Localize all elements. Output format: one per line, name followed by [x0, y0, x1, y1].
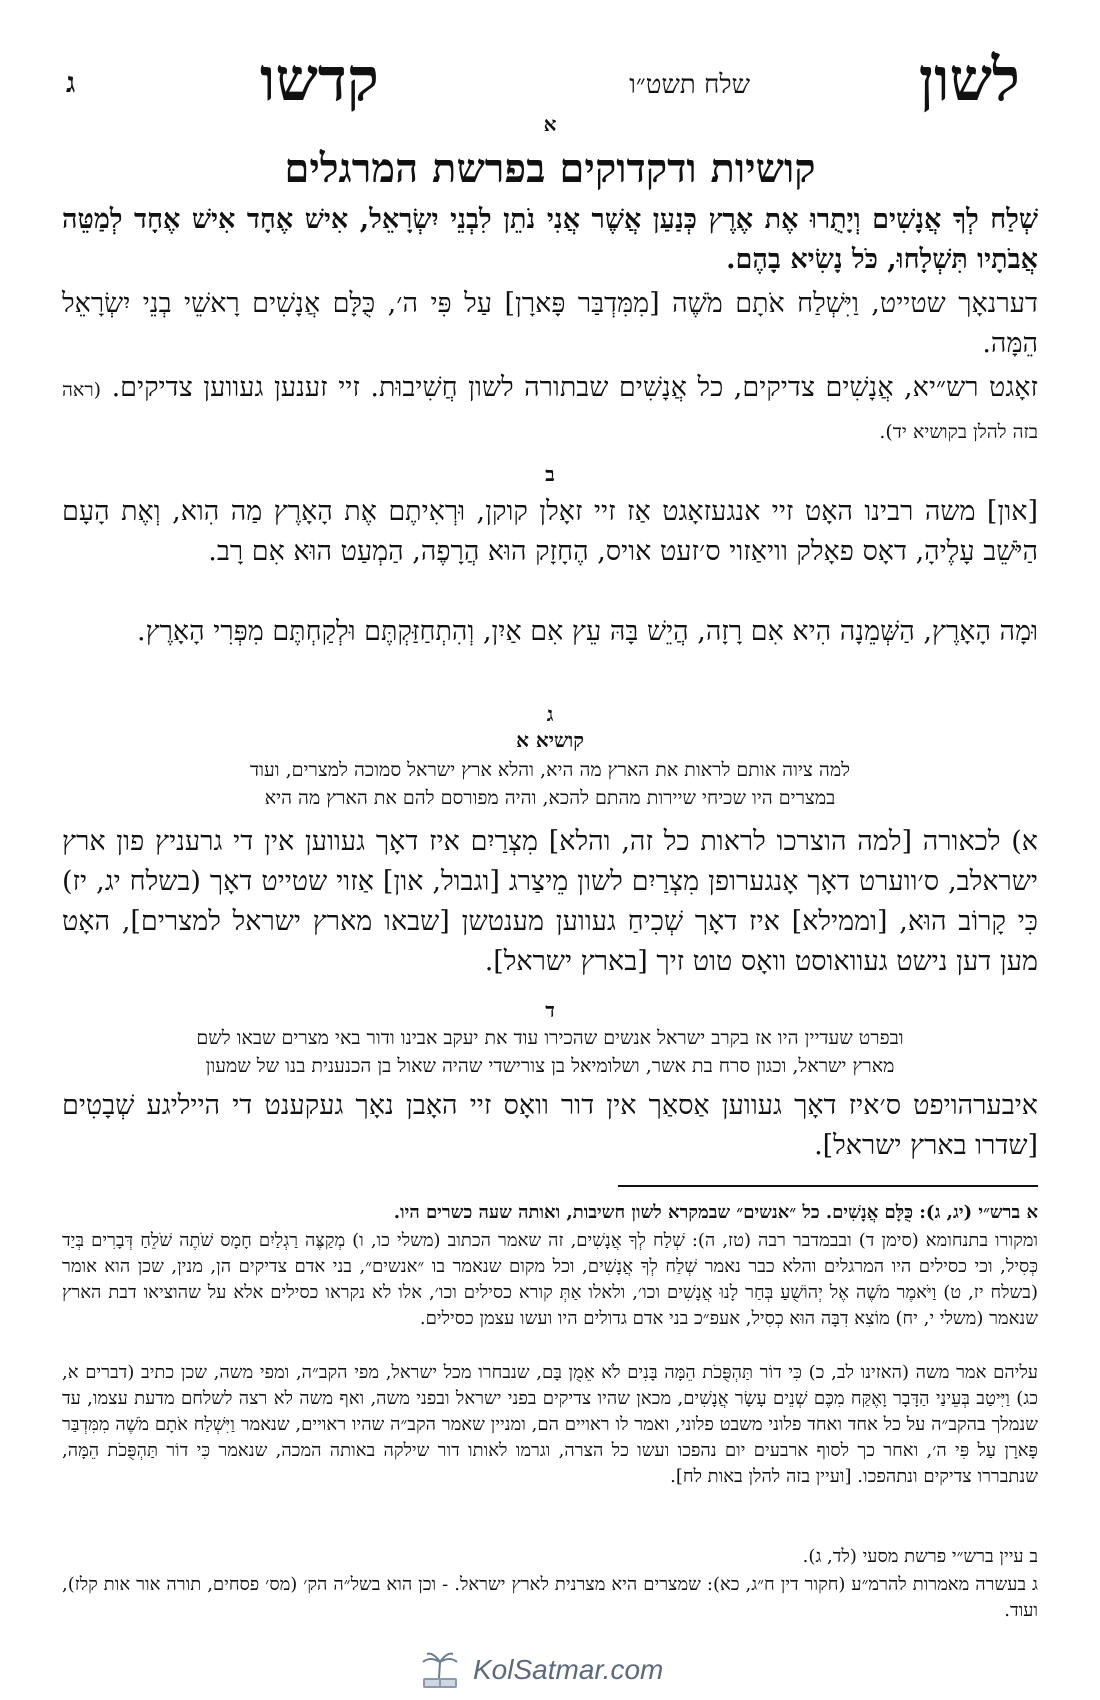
paragraph-2: דערנאָך שטייט, וַיִּשְׁלַח אֹתָם מֹשֶׁה [מִמִּדְבַּר פָּארָן] עַל פִּי ה׳, כֻּלָּם אֲנָשִׁים רָאשֵׁי בְנֵי יִשְׂרָאֵל הֵמָּה.	[62, 288, 1038, 359]
footnote-divider	[618, 1185, 1038, 1187]
page-number: ג	[66, 66, 76, 99]
footnote-a-continuation: עליהם אמר משה (האזינו לב, כ) כִּי דוֹר תַּהְפֻּכֹת הֵמָּה בָּנִים לֹא אֵמֻן בָּם, שנבחרו מכל ישראל, מפי הקב״ה, ומפי משה, שכן כתיב (דברים א, כג) וַיִּיטַב בְּעֵינַי הַדָּבָר וָאֶקַּח מִכֶּם שְׁנֵים עָשָׂר אֲנָשִׁים, מכאן שהיו צדיקים בפני ישראל ובפני משה, ואף משה לא רצה לשלחם מדעת עצמו, עד שנמלך בהקב״ה על כל אחד ואחד פלוני משבט פלוני, ואמר לו ראויים הם, ומניין שאמר הקב״ה שהיו ראויים, שנאמר וַיִּשְׁלַח אֹתָם מֹשֶׁה מִמִּדְבַּר פָּארָן עַל פִּי ה׳, ואחר כך לסוף ארבעים יום נהפכו ועשו כל הצרה, וגרמו לאותו דור שילקה באותה המכה, שנאמר כִּי דוֹר תַּהְפֻּכֹת הֵמָּה, שנתבררו צדיקים ונתהפכו. [ועיין בזה להלן באות לח].	[62, 1362, 1038, 1487]
logo-text: KolSatmar.com	[473, 1654, 664, 1685]
d-line-1: ובפרט שעדיין היו אז בקרב ישראל אנשים שהכירו עוד את יעקב אבינו ודור באי מצרים שבאו לשם	[196, 1027, 904, 1049]
paragraph-3-text: זאָגט רש״יא, אֲנָשִׁים צדיקים, כל אֲנָשִׁים שבתורה לשון חֲשִׁיבוּת. זיי זענען געווען צדיקים.	[111, 372, 1038, 403]
page-header	[60, 45, 1040, 118]
kushya-line-1: למה ציוה אותם לראות את הארץ מה היא, והלא ארץ ישראל סמוכה למצרים, ועוד	[249, 759, 851, 781]
kushya-line-2: במצרים היו שכיחי שיירות מהתם להכא, והיה מפורסם להם את הארץ מה היא	[264, 787, 836, 809]
page-title: קושיות ודקדוקים בפרשת המרגלים	[284, 145, 816, 192]
section-letter-d: ד	[545, 998, 555, 1022]
d-line-2: מארץ ישראל, וכגון סרח בת אשר, ושלומיאל בן צורישדי שהיה שאול בן הכנענית בנו של שמעון	[205, 1055, 895, 1077]
footnote-g: ג בעשרה מאמרות להרמ״ע (חקור דין ח״ג, כא): שמצרים היא מצרנית לארץ ישראל. - וכן הוא בשל״ה הק׳ (מס׳ פסחים, תורה אור אות קלז), ועוד.	[62, 1574, 1038, 1621]
footnote-b: ב עיין ברש״י פרשת מסעי (לד, ג).	[802, 1546, 1038, 1567]
section-letter-g: ג	[546, 702, 554, 726]
verse-paragraph-1: שְׁלַח לְךָ אֲנָשִׁים וְיָתֻרוּ אֶת אֶרֶץ כְּנַעַן אֲשֶׁר אֲנִי נֹתֵן לִבְנֵי יִשְׂרָאֵל, אִישׁ אֶחָד אִישׁ אֶחָד לְמַטֵּה אֲבֹתָיו תִּשְׁלָחוּ, כֹּל נָשִׂיא בָהֶם.	[62, 204, 1038, 275]
site-logo[interactable]	[415, 1650, 695, 1690]
section-letter-a: א	[543, 112, 557, 136]
kushya-label: קושיא א	[516, 728, 584, 752]
header-word-kodsho: קדשו	[260, 45, 379, 115]
header-parsha: שלח תשט״ו	[629, 70, 750, 100]
section-letter-b: ב	[545, 462, 555, 486]
paragraph-3-ref: (ראה בזה להלן בקושיא יד).	[62, 379, 1038, 443]
paragraph-7: איבערהויפט ס׳איז דאָך געווען אַסאַך אין דור וואָס זיי האָבן נאָך געקענט די הייליגע שְׁבָטִים [שדרו בארץ ישראל].	[62, 1090, 1038, 1161]
header-word-lashon: לשון	[918, 45, 1020, 115]
paragraph-6: א) לכאורה [למה הוצרכו לראות כל זה, והלא] מִצְרַיִם איז דאָך געווען אין די גרעניץ פון ארץ ישראלב, ס׳ווערט דאָך אָנגערופן מִצְרַיִם לשון מֵיצַרג [וגבול, און] אַזוי שטייט דאָך (בשלח יג, יז) כִּי קָרוֹב הוּא, [וממילא] איז דאָך שְׁכִיחַ געווען מענטשן [שבאו מארץ ישראל למצרים], האָט מען דען נישט געוואוסט וואָס טוט זיך [בארץ ישראל].	[62, 826, 1038, 977]
palm-tree-icon	[415, 1650, 465, 1690]
paragraph-4: [און] משה רבינו האָט זיי אנגעזאָגט אַז זיי זאָלן קוקן, וּרְאִיתֶם אֶת הָאָרֶץ מַה הִוא, וְאֶת הָעָם הַיֹּשֵׁב עָלֶיהָ, דאָס פאָלק וויאַזוי ס׳זעט אויס, הֶחָזָק הוּא הֲרָפֶה, הַמְעַט הוּא אִם רָב.	[62, 496, 1038, 567]
paragraph-5: וּמָה הָאָרֶץ, הַשְּׁמֵנָה הִיא אִם רָזָה, הֲיֵשׁ בָּהּ עֵץ אִם אַיִן, וְהִתְחַזַּקְתֶּם וּלְקַחְתֶּם מִפְּרִי הָאָרֶץ.	[137, 616, 1038, 647]
paragraph-3	[62, 368, 1038, 452]
footnote-a: א ברש״י (יג, ג): כֻּלָּם אֲנָשִׁים. כל ״אנשים״ שבמקרא לשון חשיבות, ואותה שעה כשרים היו.	[393, 1202, 1038, 1223]
footnote-a-source: ומקורו בתנחומא (סימן ד) ובבמדבר רבה (טז, ה): שְׁלַח לְךָ אֲנָשִׁים, זה שאמר הכתוב (משלי כו, ו) מְקַצֶּה רַגְלַיִם חָמָס שֹׁתֶה שֹׁלֵחַ דְּבָרִים בְּיַד כְּסִיל, וכי כסילים היו המרגלים והלא כבר נאמר שְׁלַח לְךָ אֲנָשִׁים, וכל מקום שנאמר בו ״אנשים״, בני אדם צדיקים הן, מנין, שכן הוא אומר (בשלח יז, ט) וַיֹּאמֶר מֹשֶׁה אֶל יְהוֹשֻׁעַ בְּחַר לָנוּ אֲנָשִׁים וכו׳, ולאלו אַתְּ קורא כסילים וכו׳, אלו לא נקראו כסילים אלא על שהוציאו דבת הארץ שנאמר (משלי י, יח) מוֹצִא דִבָּה הוּא כְסִיל, אעפ״כ בני אדם גדולים היו ועשו עצמן כסילים.	[62, 1230, 1038, 1329]
